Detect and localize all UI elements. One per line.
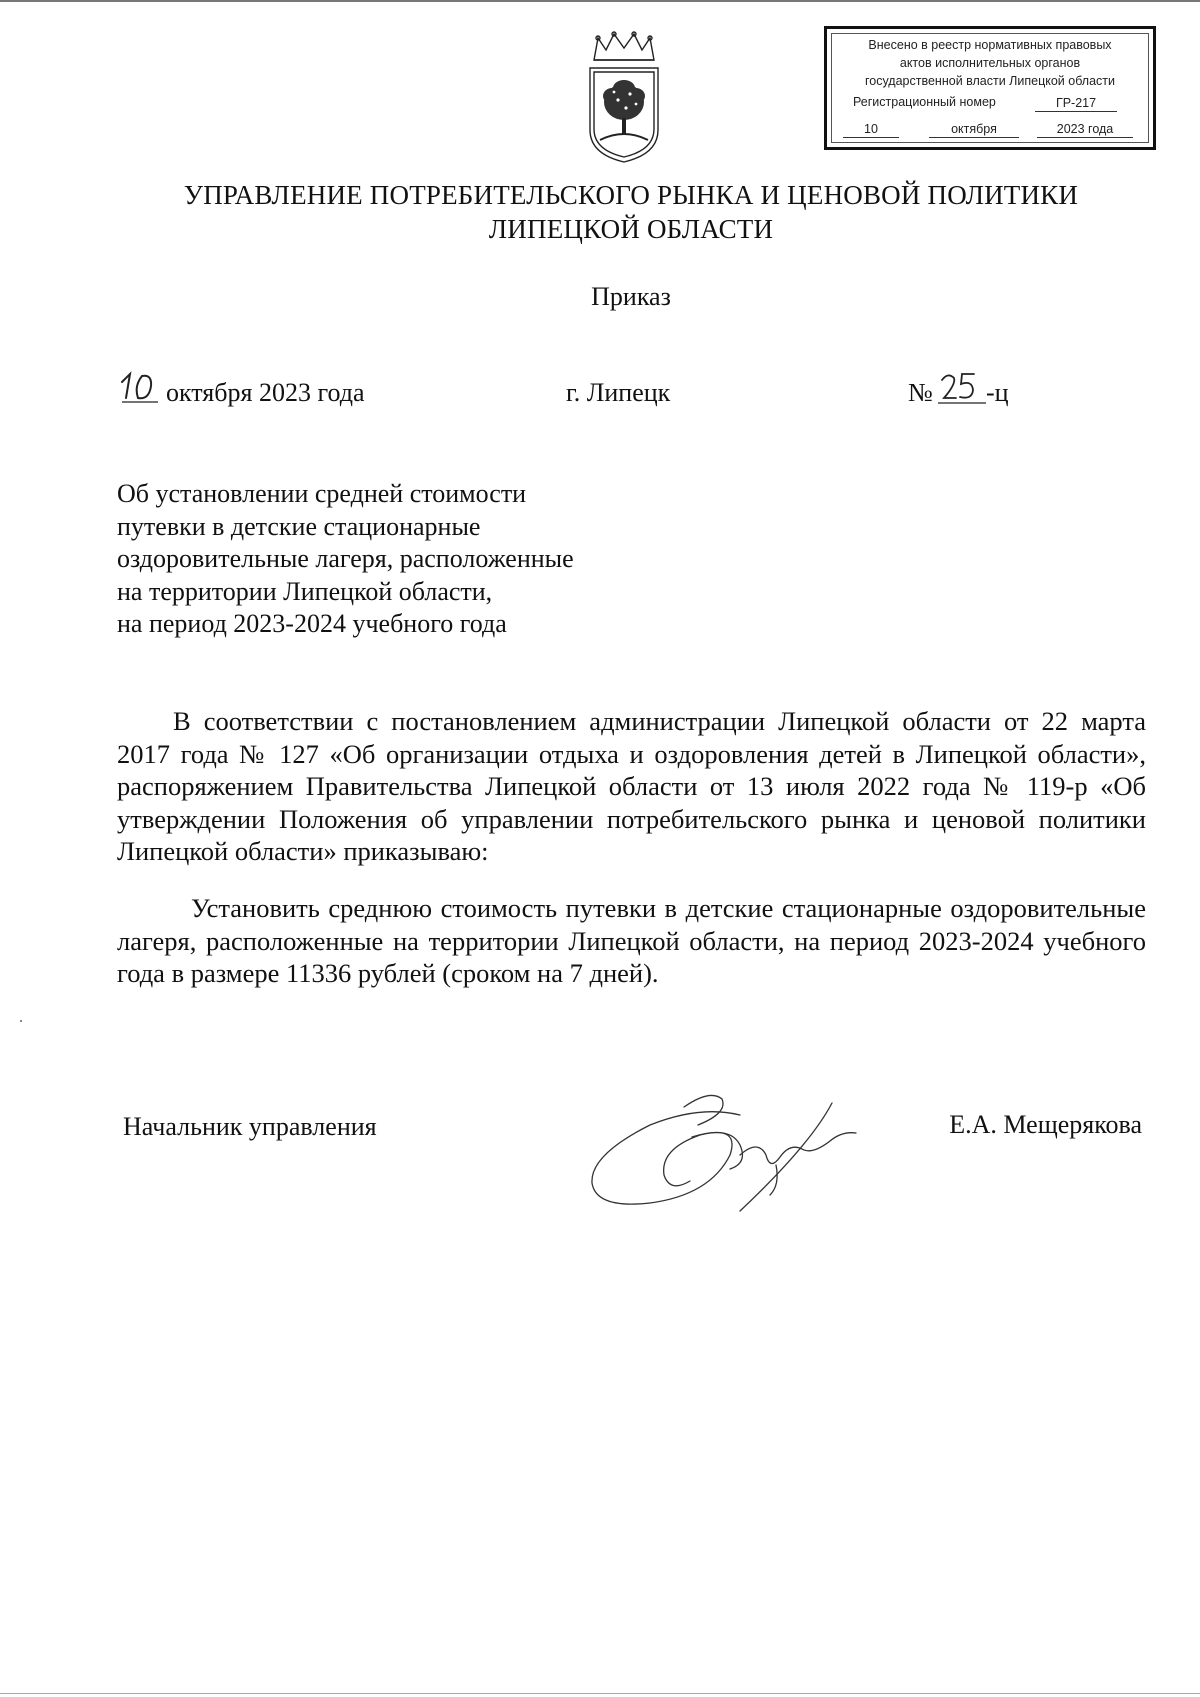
subject-line: Об установлении средней стоимости: [117, 479, 527, 508]
bottom-scan-edge: [0, 1693, 1200, 1694]
document-type-title: Приказ: [591, 282, 671, 311]
stamp-date-year: 2023 года: [1037, 121, 1133, 138]
handwritten-signature: [580, 1085, 860, 1215]
subject-line: на период 2023-2024 учебного года: [117, 609, 507, 638]
scan-speck: [20, 1020, 22, 1022]
signatory-title: Начальник управления: [123, 1112, 377, 1141]
handwritten-day-10: [118, 366, 162, 410]
handwritten-number-25: [938, 366, 986, 410]
subject-line: на территории Липецкой области,: [117, 576, 493, 606]
subject-line: оздоровительные лагеря, расположенные: [117, 544, 574, 573]
agency-name-line2: ЛИПЕЦКОЙ ОБЛАСТИ: [488, 214, 774, 244]
signer-name: Е.А. Мещерякова: [949, 1110, 1142, 1139]
order-city: г. Липецк: [566, 378, 671, 407]
order-number-sign: №: [908, 378, 933, 407]
stamp-date-day: 10: [843, 121, 899, 138]
body-paragraph-order: Установить среднюю стоимость путевки в детские стационарные оздоровительные лагеря, расположенные на территории Липецкой области, на период 2023-2024 учебного года в размере 11336 рублей (сроком на 7 дней).: [117, 893, 1146, 988]
registry-stamp: [824, 26, 1156, 150]
stamp-date-month: октября: [929, 121, 1019, 138]
stamp-reg-number: ГР-217: [1035, 95, 1117, 112]
order-subject: [117, 478, 574, 641]
stamp-text-line: государственной власти Липецкой области: [864, 74, 1116, 88]
order-number-suffix: -ц: [986, 378, 1009, 407]
stamp-reg-label: Регистрационный номер: [853, 95, 996, 109]
subject-line: путевки в детские стационарные: [117, 511, 481, 541]
stamp-text-line: Внесено в реестр нормативных правовых: [868, 38, 1112, 52]
order-date-text: октября 2023 года: [166, 378, 365, 407]
body-paragraph-basis: В соответствии с постановлением администрации Липецкой области от 22 марта 2017 года № 127 «Об организации отдыха и оздоровления детей в Липецкой области», распоряжением Правительства Липецкой области от 13 июля 2022 года № 119-р «Об утверждении Положения об управлении потребительского рынка и ценовой политики Липецкой области» приказываю:: [117, 706, 1146, 866]
top-scan-edge: [0, 0, 1200, 2]
agency-name-line1: УПРАВЛЕНИЕ ПОТРЕБИТЕЛЬСКОГО РЫНКА И ЦЕНОВОЙ ПОЛИТИКИ: [183, 180, 1079, 210]
stamp-text-line: актов исполнительных органов: [899, 56, 1081, 70]
coat-of-arms-emblem: [586, 30, 662, 166]
